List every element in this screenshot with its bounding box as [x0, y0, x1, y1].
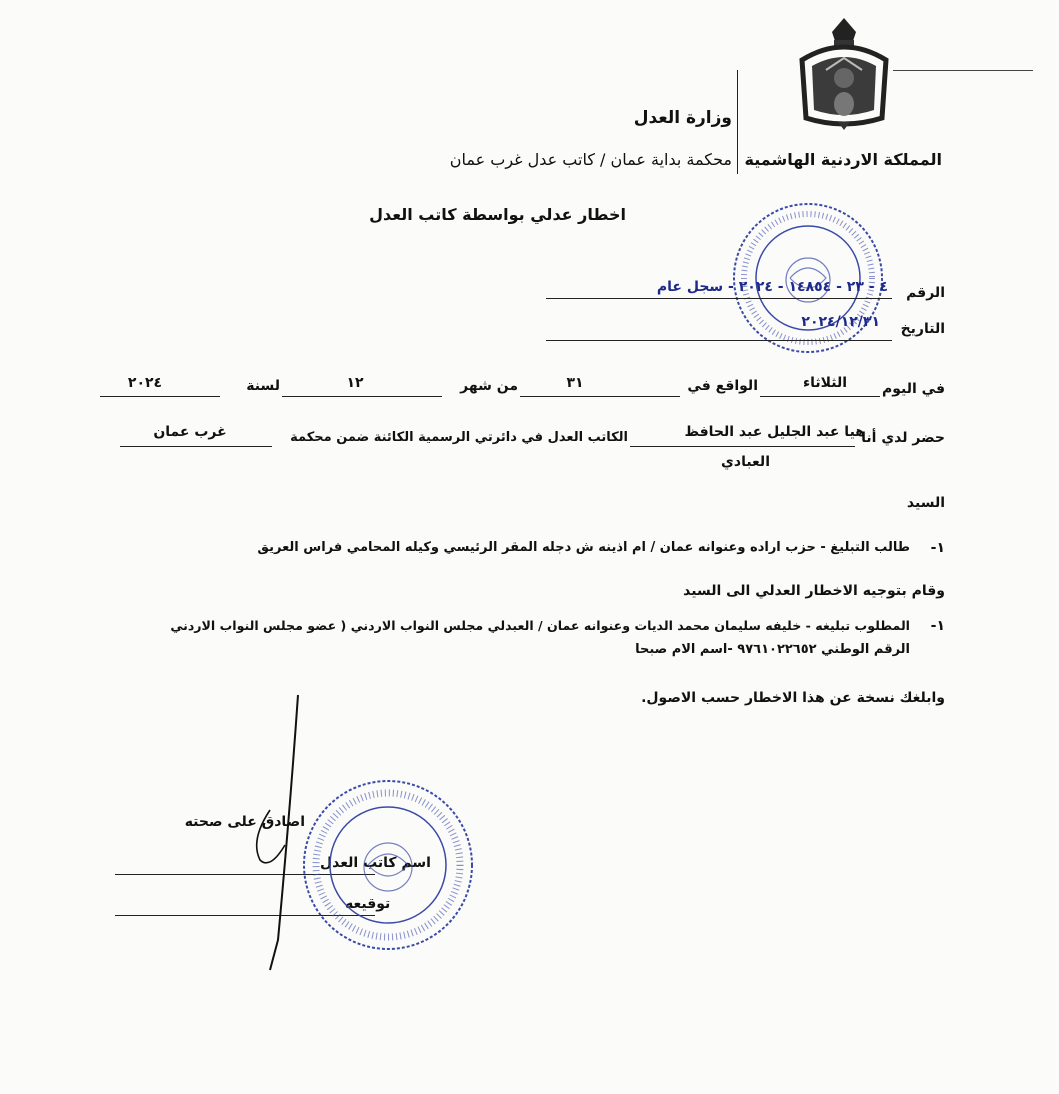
number-label: الرقم: [906, 285, 945, 301]
year-label: لسنة: [246, 378, 280, 394]
day-underline: [760, 396, 880, 397]
jordan-coat-of-arms-icon: [796, 14, 892, 132]
court-value: غرب عمان: [153, 424, 227, 440]
recipient-line2: الرقم الوطني ٩٧٦١٠٢٢٦٥٢ -اسم الام صبحا: [635, 642, 910, 657]
closing-line: وابلغك نسخة عن هذا الاخطار حسب الاصول.: [641, 690, 945, 706]
recipient-line1: المطلوب تبليغه - خليفه سليمان محمد الديات وعنوانه عمان / العبدلي مجلس النواب الاردني ( عضو مجلس النواب الاردني: [170, 618, 910, 633]
notary-underline: [630, 446, 855, 447]
year-underline: [100, 396, 220, 397]
court-line: محكمة بداية عمان / كاتب عدل غرب عمان: [449, 150, 732, 169]
certified-label: اصادق على صحته: [184, 814, 305, 830]
daynum-underline: [520, 396, 680, 397]
notary-stamp-bottom: [298, 775, 478, 955]
month-underline: [282, 396, 442, 397]
attendance-prefix: حضر لدي أنا: [861, 430, 945, 446]
notary-name-cont: العبادي: [721, 454, 770, 470]
day-num: ٣١: [566, 375, 584, 391]
attendance-middle: الكاتب العدل في دائرتي الرسمية الكائنة ضمن محكمة: [290, 430, 628, 445]
direction-line: وقام بتوجيه الاخطار العدلي الى السيد: [683, 583, 945, 599]
year-value: ٢٠٢٤: [127, 375, 163, 391]
date-underline: [546, 340, 892, 341]
header-rule: [893, 70, 1033, 71]
notary-name-label: اسم كاتب العدل: [320, 855, 431, 871]
header-divider: [737, 70, 738, 174]
signature-label: توقيعه: [345, 896, 391, 912]
date-value: ٢٠٢٤/١٢/٣١: [801, 314, 880, 330]
number-underline: [546, 298, 892, 299]
day-label: في اليوم: [881, 381, 945, 397]
kingdom-title: المملكة الاردنية الهاشمية: [744, 150, 942, 169]
notary-stamp-top: [728, 198, 888, 358]
date-label: التاريخ: [900, 321, 945, 337]
notary-name: هيا عبد الجليل عبد الحافظ: [684, 424, 865, 440]
requester-num: ١-: [930, 540, 945, 556]
month-value: ١٢: [346, 375, 364, 391]
ministry-title: وزارة العدل: [633, 108, 732, 128]
sayyid-label: السيد: [906, 495, 945, 511]
recipient-num: ١-: [930, 618, 945, 634]
number-value: ٤ - ٢٣ - ١٤٨٥٤ - ٢٠٢٤ - سجل عام: [656, 279, 888, 295]
requester-text: طالب التبليغ - حزب اراده وعنوانه عمان / ام اذينه ش دجله المقر الرئيسي وكيله المحامي فراس العريق: [257, 540, 910, 555]
month-label: من شهر: [460, 378, 518, 394]
day-value: الثلاثاء: [802, 375, 848, 391]
court-underline: [120, 446, 272, 447]
document-title: اخطار عدلي بواسطة كاتب العدل: [369, 205, 626, 224]
falling-label: الواقع في: [687, 378, 758, 394]
